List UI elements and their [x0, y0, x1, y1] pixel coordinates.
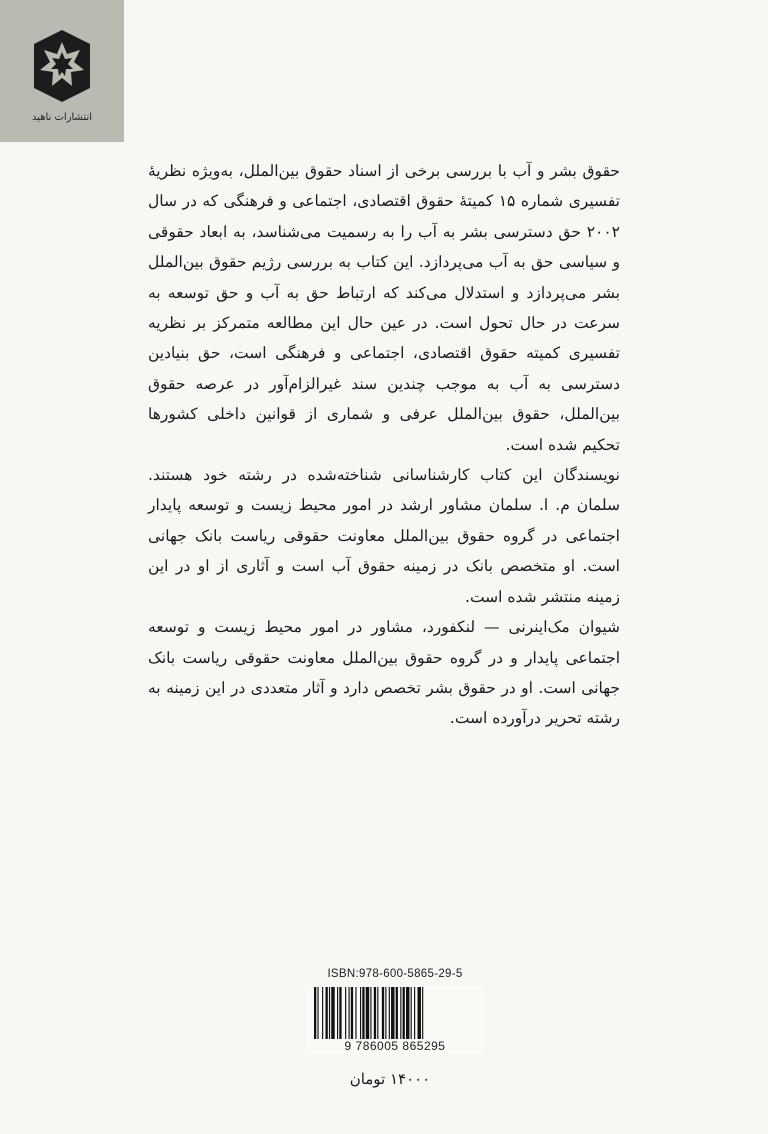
barcode-digits: 9 786005 865295 — [344, 1039, 446, 1053]
publisher-name: انتشارات ناهید — [31, 112, 93, 123]
price-label: ۱۴۰۰۰ تومان — [349, 1070, 431, 1088]
description-paragraph: نویسندگان این کتاب کارشناسانی شناخته‌شده در رشته خود هستند. سلمان م. ا. سلمان مشاور ارشد در امور محیط زیست و توسعه پایدار اجتماعی در گروه حقوق بین‌الملل معاونت حقوقی ریاست بانک جهانی است. او متخصص بانک در زمینه حقوق آب است و آثاری از او در این زمینه منتشر شده است. — [148, 466, 620, 606]
description-paragraph: شیوان مک‌اینرنی — لنکفورد، مشاور در امور محیط زیست و توسعه اجتماعی پایدار و در گروه حقوق بین‌الملل معاونت حقوقی ریاست بانک جهانی است. او در حقوق بشر تخصص دارد و آثار متعددی در این زمینه به رشته تحریر درآورده است. — [148, 618, 620, 728]
barcode-bars — [312, 987, 478, 1039]
description-paragraph: حقوق بشر و آب با بررسی برخی از اسناد حقوق بین‌الملل، به‌ویژه نظریهٔ تفسیری شماره ۱۵ کمیتهٔ حقوق اقتصادی، اجتماعی و فرهنگی که در سال ۲۰۰۲ حق دسترسی بشر به آب را به رسمیت می‌شناسد، به ابعاد حقوقی و سیاسی حق به آب می‌پردازد. این کتاب به بررسی رژیم حقوق بین‌الملل بشر می‌پردازد و استدلال می‌کند که ارتباط حق به آب و حق توسعه به سرعت در حال تحول است. در عین حال این مطالعه متمرکز بر نظریه تفسیری کمیته حقوق اقتصادی، اجتماعی و فرهنگی است، حق بنیادین دسترسی به آب به موجب چندین سند غیرالزام‌آور در عرصه حقوق بین‌الملل، حقوق بین‌الملل عرفی و شماری از قوانین داخلی کشورها تحکیم شده است. — [148, 162, 620, 454]
back-cover-description — [148, 156, 620, 734]
star-emblem-icon — [30, 26, 94, 104]
barcode — [306, 985, 484, 1055]
isbn-label: ISBN:978-600-5865-29-5 — [327, 968, 463, 980]
publisher-logo-block — [0, 0, 124, 142]
